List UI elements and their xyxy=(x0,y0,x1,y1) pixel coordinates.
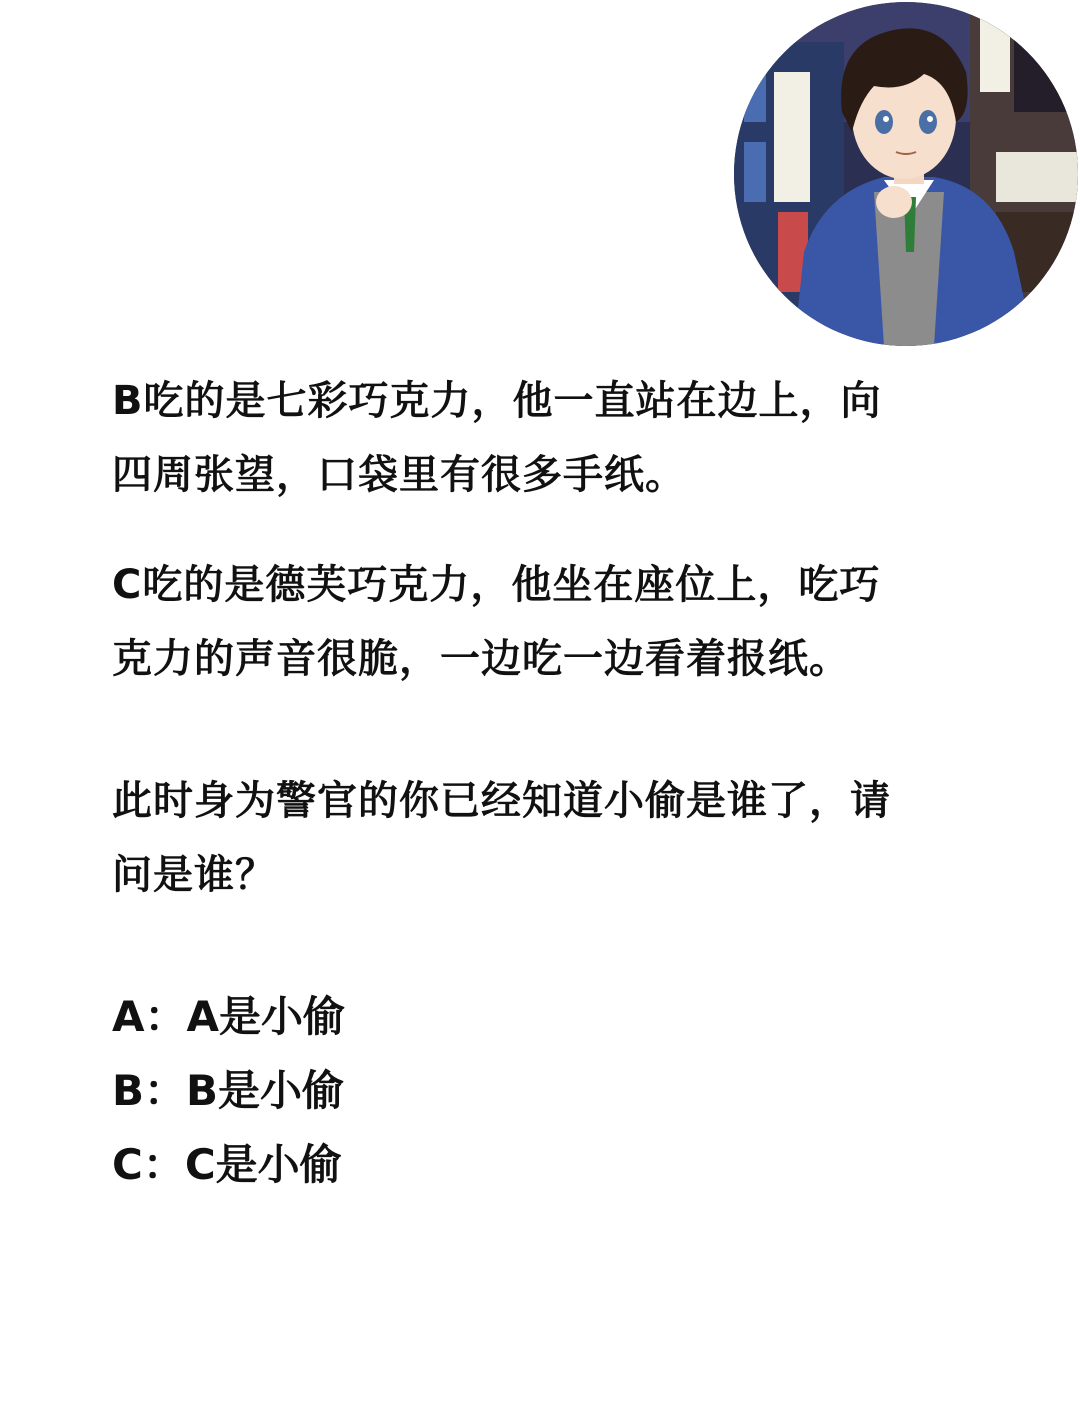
question-line-1: 此时身为警官的你已经知道小偷是谁了，请 xyxy=(112,778,891,824)
option-c[interactable]: C：C是小偷 xyxy=(112,1140,342,1189)
option-a[interactable]: A：A是小偷 xyxy=(112,992,346,1041)
option-b[interactable]: B：B是小偷 xyxy=(112,1066,345,1115)
question xyxy=(112,764,891,912)
question-line-2: 问是谁？ xyxy=(112,852,276,898)
detective-avatar-illustration xyxy=(734,2,1078,346)
paragraph-c xyxy=(112,548,880,696)
paragraph-c-line-1: C吃的是德芙巧克力，他坐在座位上，吃巧 xyxy=(112,562,881,608)
paragraph-b-line-2: 四周张望，口袋里有很多手纸。 xyxy=(112,452,686,498)
paragraph-c-line-2: 克力的声音很脆，一边吃一边看着报纸。 xyxy=(112,636,850,682)
avatar xyxy=(734,2,1078,346)
paragraph-b-line-1: B吃的是七彩巧克力，他一直站在边上，向 xyxy=(112,378,882,424)
answer-options xyxy=(112,980,345,1202)
paragraph-b xyxy=(112,364,882,512)
